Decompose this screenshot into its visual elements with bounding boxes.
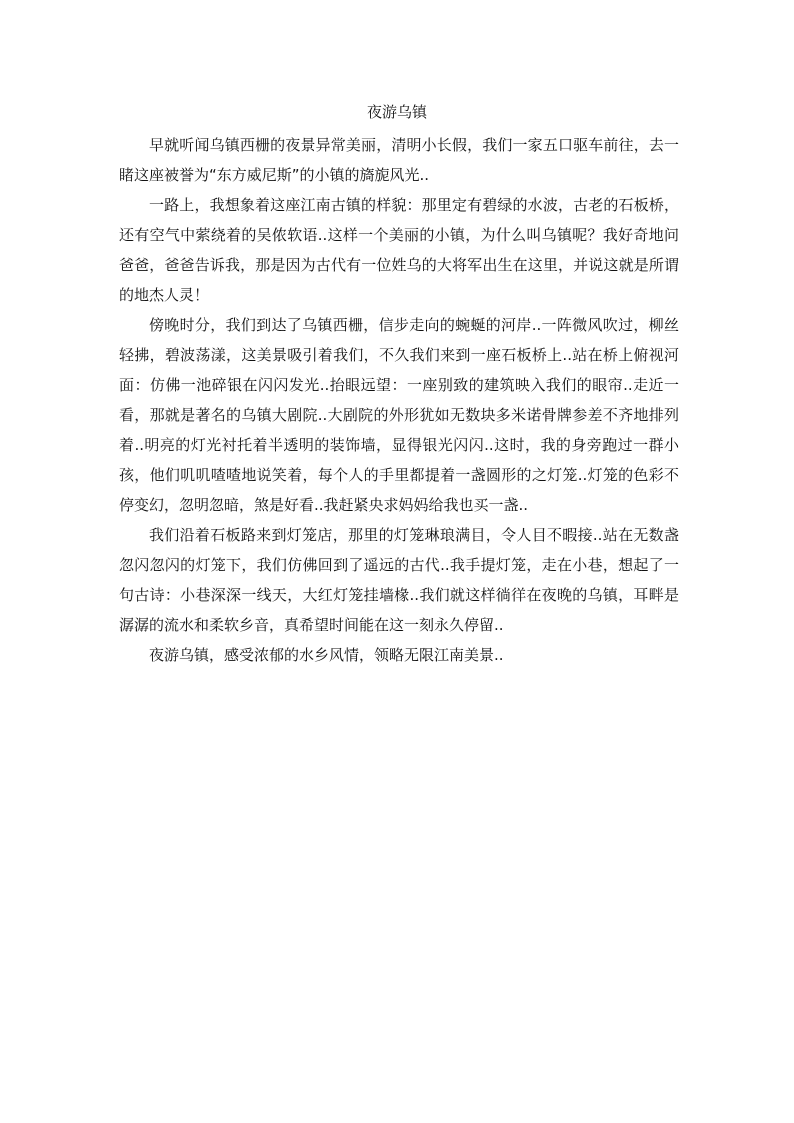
paragraph-3: 傍晚时分，我们到达了乌镇西栅，信步走向的蜿蜒的河岸..一阵微风吹过，柳丝轻拂，碧波荡漾，这美景吸引着我们，不久我们来到一座石板桥上..站在桥上俯视河面：仿佛一池碎银在闪闪发光..抬眼远望：一座别致的建筑映入我们的眼帘..走近一看，那就是著名的乌镇大剧院..大剧院的外形犹如无数块多米诺骨牌参差不齐地排列着..明亮的灯光衬托着半透明的装饰墙，显得银光闪闪..这时，我的身旁跑过一群小孩，他们叽叽喳喳地说笑着，每个人的手里都提着一盏圆形的之灯笼..灯笼的色彩不停变幻，忽明忽暗，煞是好看..我赶紧央求妈妈给我也买一盏.. [119,316,679,514]
document-title: 夜游乌镇 [366,103,427,121]
paragraph-4: 我们沿着石板路来到灯笼店，那里的灯笼琳琅满目，令人目不暇接..站在无数盏忽闪忽闪的灯笼下，我们仿佛回到了遥远的古代..我手提灯笼，走在小巷，想起了一句古诗：小巷深深一线天，大红灯笼挂墙椽..我们就这样徜徉在夜晚的乌镇，耳畔是潺潺的流水和柔软乡音，真希望时间能在这一刻永久停留.. [119,526,679,634]
document-body [119,130,679,670]
paragraph-1: 早就听闻乌镇西栅的夜景异常美丽，清明小长假，我们一家五口驱车前往，去一睹这座被誉为“东方威尼斯”的小镇的旖旎风光.. [119,136,679,184]
paragraph-5: 夜游乌镇，感受浓郁的水乡风情，领略无限江南美景.. [149,646,504,664]
paragraph-2: 一路上，我想象着这座江南古镇的样貌：那里定有碧绿的水波，古老的石板桥，还有空气中萦绕着的吴侬软语..这样一个美丽的小镇，为什么叫乌镇呢？我好奇地问爸爸，爸爸告诉我，那是因为古代有一位姓乌的大将军出生在这里，并说这就是所谓的地杰人灵！ [119,196,679,304]
